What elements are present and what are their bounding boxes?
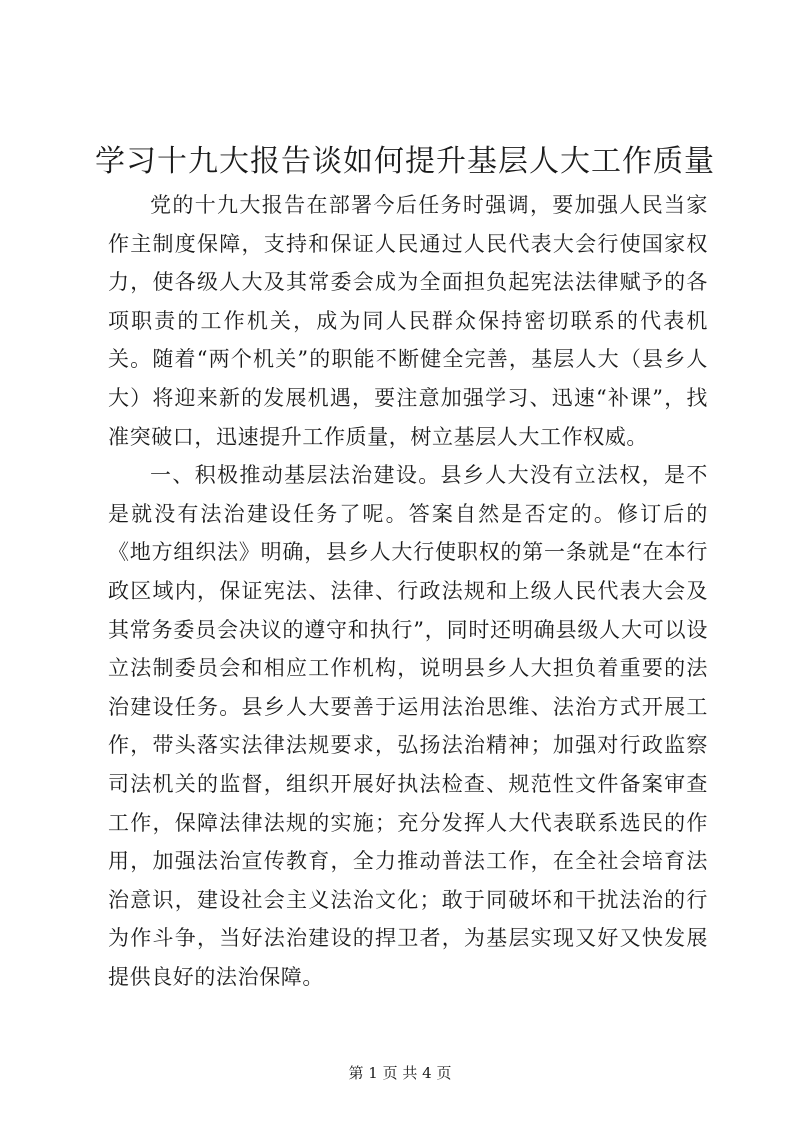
document-title: 学习十九大报告谈如何提升基层人大工作质量 <box>95 144 715 179</box>
page-number-footer: 第 1 页 共 4 页 <box>348 1064 452 1082</box>
document-body <box>108 186 708 996</box>
paragraph-section-one: 一、积极推动基层法治建设。县乡人大没有立法权，是不是就没有法治建设任务了呢。答案自然是否定的。修订后的《地方组织法》明确，县乡人大行使职权的第一条就是“在本行政区域内，保证宪法、法律、行政法规和上级人民代表大会及其常务委员会决议的遵守和执行”，同时还明确县级人大可以设立法制委员会和相应工作机构，说明县乡人大担负着重要的法治建设任务。县乡人大要善于运用法治思维、法治方式开展工作，带头落实法律法规要求，弘扬法治精神；加强对行政监察司法机关的监督，组织开展好执法检查、规范性文件备案审查工作，保障法律法规的实施；充分发挥人大代表联系选民的作用，加强法治宣传教育，全力推动普法工作，在全社会培育法治意识，建设社会主义法治文化；敢于同破坏和干扰法治的行为作斗争，当好法治建设的捍卫者，为基层实现又好又快发展提供良好的法治保障。 <box>108 463 708 989</box>
paragraph-intro: 党的十九大报告在部署今后任务时强调，要加强人民当家作主制度保障，支持和保证人民通过人民代表大会行使国家权力，使各级人大及其常委会成为全面担负起宪法法律赋予的各项职责的工作机关，成为同人民群众保持密切联系的代表机关。随着“两个机关”的职能不断健全完善，基层人大（县乡人大）将迎来新的发展机遇，要注意加强学习、迅速“补课”，找准突破口，迅速提升工作质量，树立基层人大工作权威。 <box>108 193 708 449</box>
